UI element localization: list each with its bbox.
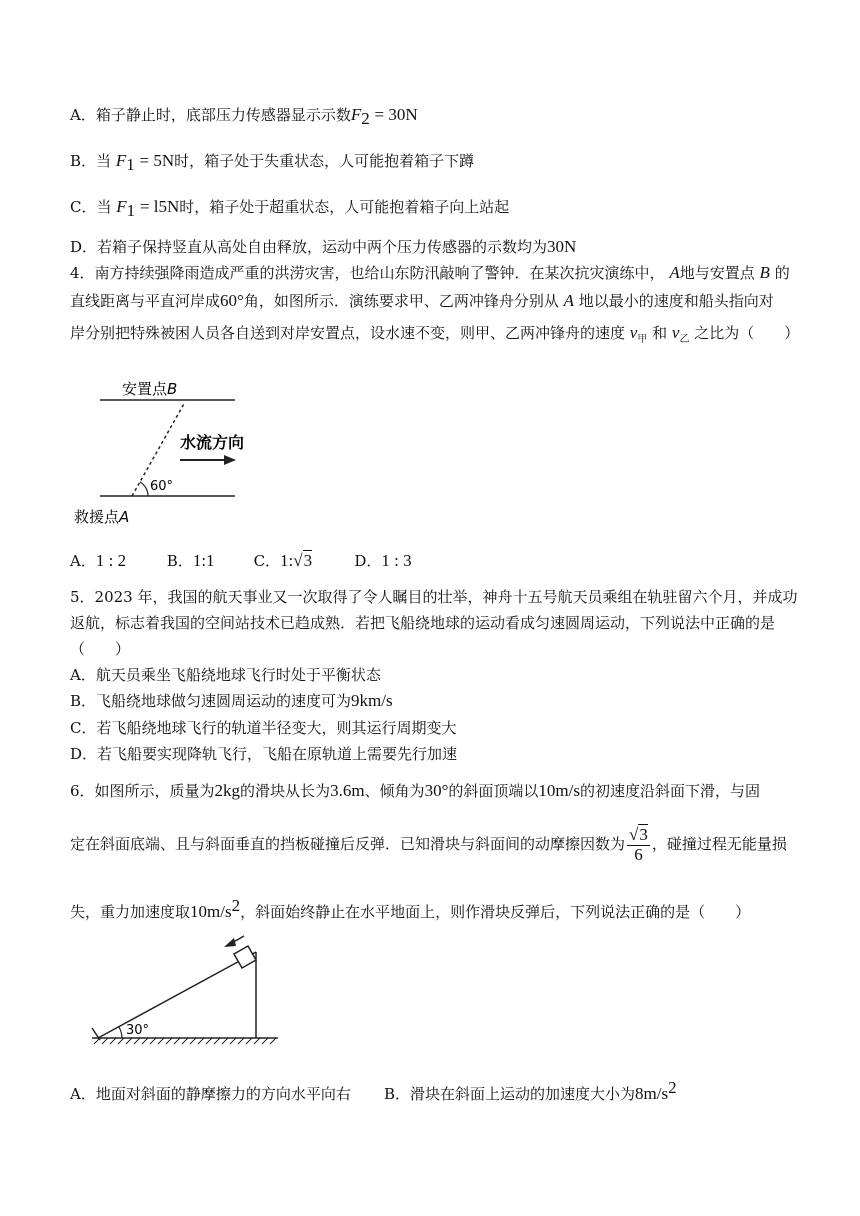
q3-option-d-text: D．若箱子保持竖直从高处自由释放，运动中两个压力传感器的示数均为 (70, 238, 548, 256)
slider-block (234, 946, 256, 968)
q5-option-a: A．航天员乘坐飞船绕地球飞行时处于平衡状态 (70, 666, 381, 684)
q3-option-c: C．当 $F_1 = l5N$时，箱子处于超重状态，人可能抱着箱子向上站起 (70, 197, 510, 220)
flow-direction-label: 水流方向 (180, 433, 245, 452)
q3-option-c-post: 时，箱子处于超重状态，人可能抱着箱子向上站起 (179, 198, 510, 216)
q4-var-a: A (563, 291, 575, 310)
q6-incline-figure (88, 930, 288, 1055)
q3-option-c-pre: C．当 (70, 198, 112, 216)
q4-v-yi-sub: 乙 (679, 334, 690, 345)
q4-river-figure (70, 372, 260, 530)
q6-line-2: 定在斜面底端、且与斜面垂直的挡板碰撞后反弹．已知滑块与斜面间的动摩擦因数为 $\frac{√3}{6}$ ，碰撞过程无能量损 (70, 825, 787, 864)
q5-line-3: （ ） (70, 640, 131, 658)
q6-options-row (70, 1078, 677, 1104)
q4-text: 和 (652, 324, 668, 342)
q5-option-d: D．若飞船要实现降轨飞行，飞船在原轨道上需要先行加速 (70, 745, 458, 763)
q3-option-b: B．当 $F_1 = 5N$时，箱子处于失重状态，人可能抱着箱子下蹲 (70, 151, 475, 174)
q5-line-1: 5．2023 年，我国的航天事业又一次取得了令人瞩目的壮举，神舟十五号航天员乘组在轨驻留六个月，并成功 (70, 588, 798, 606)
incline-angle-arc (119, 1027, 122, 1038)
q3-option-b-eq: = 5N (139, 151, 175, 170)
q6-option-a: A．地面对斜面的静摩擦力的方向水平向右 (70, 1085, 351, 1103)
q4-text: 角，如图所示．演练要求甲、乙两冲锋舟分别从 (243, 292, 559, 310)
q4-var-a: A (669, 263, 680, 282)
angle-label: 60° (150, 479, 174, 494)
q3-option-b-post: 时，箱子处于失重状态，人可能抱着箱子下蹲 (174, 152, 475, 170)
q5-line-2: 返航，标志着我国的空间站技术已趋成熟．若把飞船绕地球的运动看成匀速圆周运动，下列说法中正确的是 (70, 614, 776, 632)
incline-surface (98, 952, 256, 1038)
top-point-label: 安置点B (122, 380, 178, 398)
q4-option-b: B．1:1 (166, 551, 215, 570)
q4-text: 直线距离与平直河岸成 (70, 292, 221, 310)
q5-option-b: B．飞船绕地球做匀速圆周运动的速度可为9km/s (70, 691, 393, 710)
q4-line-2 (70, 290, 774, 311)
q4-angle: 60° (220, 291, 244, 310)
incline-angle-label: 30° (126, 1023, 150, 1038)
q4-v-jia-sub: 甲 (637, 334, 648, 345)
q3-option-b-pre: B．当 (70, 152, 112, 170)
q4-var-b: B (759, 263, 770, 282)
friction-coefficient-fraction: $\frac{√3}{6}$ (629, 825, 648, 864)
q3-option-c-eq: = l5N (139, 197, 180, 216)
q4-option-d: D．1 : 3 (354, 551, 412, 570)
q4-text: 地以最小的速度和船头指向对 (578, 292, 774, 310)
flow-arrow-icon (224, 455, 236, 465)
bottom-point-label: 救援点A (74, 508, 130, 526)
q3-option-d-val: 30N (547, 237, 577, 256)
q4-text: 4．南方持续强降雨造成严重的洪涝灾害，也给山东防汛敲响了警钟．在某次抗灾演练中， (70, 264, 665, 282)
q4-text: 的 (774, 264, 790, 282)
q6-option-b: B．滑块在斜面上运动的加速度大小为$8m/s^2$ (384, 1078, 677, 1103)
q3-option-d (70, 236, 576, 257)
q4-text: 岸分别把特殊被困人员各自送到对岸安置点，设水速不变，则甲、乙两冲锋舟的速度 (70, 324, 626, 342)
q3-option-a-eq: = 30N (374, 105, 418, 124)
q3-option-a: A．箱子静止时，底部压力传感器显示示数$F_2 = 30N$ (70, 105, 418, 128)
motion-arrow-icon (224, 938, 236, 947)
q3-option-a-text: A．箱子静止时，底部压力传感器显示示数 (70, 106, 351, 124)
q4-text: 之比为（ ） (694, 324, 800, 342)
angle-arc (140, 482, 148, 496)
q4-line-1 (70, 262, 790, 283)
q4-option-a: A．1 : 2 (70, 551, 127, 570)
q4-text: 地与安置点 (679, 264, 755, 282)
q6-line-1: 6．如图所示，质量为2kg的滑块从长为3.6m、倾角为30°的斜面顶端以10m/s的初速度沿斜面下滑，与固 (70, 781, 760, 800)
ground-hatching (94, 1038, 276, 1044)
q4-options (70, 550, 412, 571)
q4-option-c: C．1:√3 (253, 551, 313, 570)
q4-line-3: 岸分别把特殊被困人员各自送到对岸安置点，设水速不变，则甲、乙两冲锋舟的速度 $v_甲$ 和 $v_乙$ 之比为（ ） (70, 323, 800, 345)
q6-line-3: 失，重力加速度取$10m/s^2$，斜面始终静止在水平地面上，则作滑块反弹后，下列说法正确的是（ ） (70, 896, 751, 921)
q5-option-c: C．若飞船绕地球飞行的轨道半径变大，则其运行周期变大 (70, 719, 457, 737)
